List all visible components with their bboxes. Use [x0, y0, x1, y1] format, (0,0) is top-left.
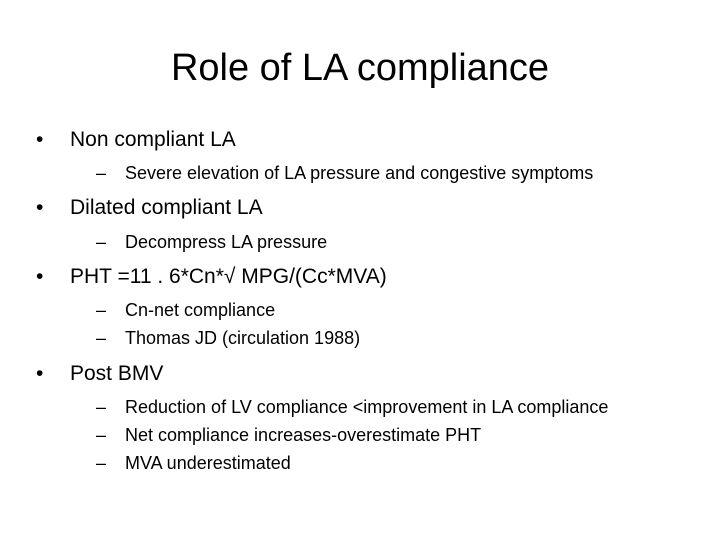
bullet-text: Non compliant LA: [70, 128, 236, 151]
bullet-list: [36, 126, 686, 475]
dash-icon: –: [96, 232, 107, 252]
bullet-icon: •: [36, 196, 44, 219]
sub-bullet-text: Thomas JD (circulation 1988): [125, 328, 361, 348]
sub-bullet-item: [36, 424, 686, 447]
sub-bullet-item: [36, 231, 686, 254]
dash-icon: –: [96, 453, 107, 473]
dash-icon: –: [96, 425, 107, 445]
bullet-item-non-compliant-la: [36, 126, 686, 154]
sub-bullet-item: [36, 162, 686, 185]
sub-bullet-text: Cn-net compliance: [125, 300, 276, 320]
sub-bullet-text: Net compliance increases-overestimate PHT: [125, 425, 482, 445]
bullet-item-pht-formula: [36, 263, 686, 291]
bullet-item-dilated-compliant-la: [36, 194, 686, 222]
sub-bullet-text: Severe elevation of LA pressure and congestive symptoms: [125, 163, 594, 183]
bullet-text: PHT =11 . 6*Cn*√ MPG/(Cc*MVA): [70, 265, 387, 288]
dash-icon: –: [96, 397, 107, 417]
slide-title: Role of LA compliance: [170, 47, 550, 89]
sub-bullet-item: [36, 452, 686, 475]
sub-bullet-text: MVA underestimated: [125, 453, 291, 473]
sub-bullet-text: Decompress LA pressure: [125, 232, 328, 252]
sub-bullet-text: Reduction of LV compliance <improvement in LA compliance: [125, 397, 609, 417]
bullet-item-post-bmv: [36, 360, 686, 388]
bullet-icon: •: [36, 128, 44, 151]
sub-bullet-item: [36, 299, 686, 322]
dash-icon: –: [96, 163, 107, 183]
bullet-icon: •: [36, 362, 44, 385]
dash-icon: –: [96, 328, 107, 348]
sub-bullet-item: [36, 396, 630, 419]
bullet-icon: •: [36, 265, 44, 288]
dash-icon: –: [96, 300, 107, 320]
bullet-text: Dilated compliant LA: [70, 196, 263, 219]
sub-bullet-item: [36, 327, 686, 350]
bullet-text: Post BMV: [70, 362, 164, 385]
